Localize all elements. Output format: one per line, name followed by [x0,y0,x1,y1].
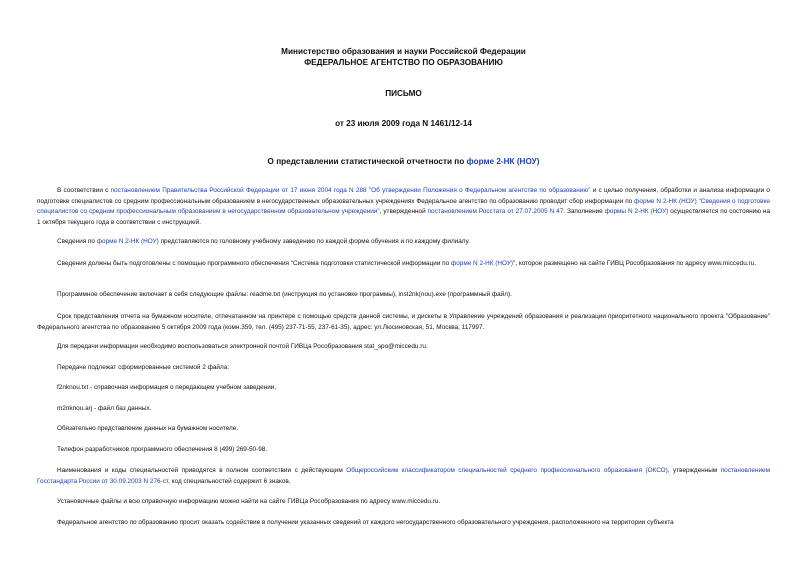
text-span: , утвержденной [379,208,428,215]
ministry-name: Министерство образования и науки Российской Федерации [281,47,526,56]
document-subject [0,156,807,167]
text-span: Телефон разработчиков программного обеспечения 8 (499) 269-50-98. [57,446,268,453]
subject-text: О представлении статистической отчетности по [267,157,467,166]
paragraph-5 [37,312,770,333]
text-span: ", которое размещено на сайте ГИВЦ Рособразования по адресу www.miccedu.ru. [513,260,756,267]
document-type: ПИСЬМО [385,89,422,98]
text-span: представляются по головному учебному заведению по каждой форме обучения и по каждому филиалу. [158,238,470,245]
text-span: Сведения должны быть подготовлены с помощью программного обеспечения "Система подготовки статистической информации по [57,260,451,267]
agency-name: ФЕДЕРАЛЬНОЕ АГЕНТСТВО ПО ОБРАЗОВАНИЮ [304,58,503,67]
text-span: f2nknou.txt - справочная информация о передающем учебном заведении, [57,384,277,391]
paragraph-12 [37,466,770,487]
text-span: и с целью получения, обработки и анализа информации о подготовке специалистов со средним профессиональным образованием в негосударственных образовательных учреждениях Федеральное агентство по образованию проводит сбор информации по [37,187,770,205]
text-span: , код специальностей содержит 6 знаков. [168,477,291,485]
text-span: . Заполнение [563,208,605,215]
paragraph-14 [37,518,770,529]
paragraph-10 [37,424,770,435]
text-span: Установочные файлы и всю справочную информацию можно найти на сайте ГИВЦа Рособразования по адресу www.miccedu.ru. [57,498,441,505]
okso-classifier-link[interactable]: Общероссийским классификатором специальностей среднего профессионального образования (ОКСО) [346,467,668,474]
text-span: Для передачи информации необходимо воспользоваться электронной почтой ГИВЦа Рособразования stat_spo@miccedu.ru. [57,343,428,350]
text-span: Обязательно представление данных на бумажном носителе. [57,425,239,432]
text-span: Федеральное агентство по образованию просит оказать содействие в получении указанных сведений от каждого негосударственного образовательного учреждения, расположенного на территории субъекта [57,519,674,526]
form-2nk-link[interactable]: формы N 2-НК (НОУ) [604,208,669,215]
gosstandart-decree-link[interactable]: постановлением Госстандарта России от 30.09.2003 N 276-ст [37,467,770,485]
paragraph-6 [37,342,770,353]
text-span: осуществляется по состоянию на 1 октября текущего года в соответствии с инструкцией. [37,208,771,226]
paragraph-13 [37,497,770,508]
paragraph-8 [37,383,770,394]
paragraph-1 [37,186,770,228]
document-date-number: от 23 июля 2009 года N 1461/12-14 [335,119,472,128]
paragraph-7 [37,363,770,374]
paragraph-9 [37,404,770,415]
text-span: , утвержденным [667,467,721,474]
rosstat-decree-link[interactable]: постановлением Росстата от 27.07.2005 N 47 [427,208,564,215]
paragraph-4 [37,290,770,301]
paragraph-3 [37,259,770,270]
text-span: Срок представления отчета на бумажном носителе, отпечатанном на принтере с помощью средств данной системы, и дискеты в Управление учреждений образования и реализации приоритетного национального проекта "Образование" Федерального агентства по образованию 5 октября 2009 года (комн.359, тел. (495) 237-71-55, 237-61-35), адрес: ул.Люсиновская, 51, Москва, 117997. [37,313,770,331]
form-2nk-link[interactable]: форме N 2-НК (НОУ) [96,238,159,245]
text-span: В соответствии с [57,187,111,194]
text-span: Передаче подлежат сформированные системой 2 файла: [57,364,230,371]
text-span: Сведения по [57,238,97,245]
text-span: m2nknou.arj - файл баз данных. [57,405,152,412]
form-2nk-link[interactable]: форме N 2-НК (НОУ) [450,260,514,267]
government-decree-link[interactable]: постановлением Правительства Российской Федерации от 17 июня 2004 года N 288 "Об утверждении Положения о Федеральном агентстве по образованию" [110,187,591,194]
text-span: Наименования и коды специальностей приводятся в полном соответствии с действующим [57,467,347,474]
paragraph-2 [37,237,770,248]
subject-form-link[interactable]: форме 2-НК (НОУ) [466,157,540,166]
form-2nk-full-link[interactable]: форме N 2-НК (НОУ) "Сведения о подготовке специалистов со средним профессиональным образованием в негосударственном образовательном учреждении" [37,197,770,215]
paragraph-11 [37,445,770,456]
text-span: Программное обеспечение включает в себя следующие файлы: readme.txt (инструкция по установке программы), inst2nk(nou).exe (программный файл). [57,291,512,298]
